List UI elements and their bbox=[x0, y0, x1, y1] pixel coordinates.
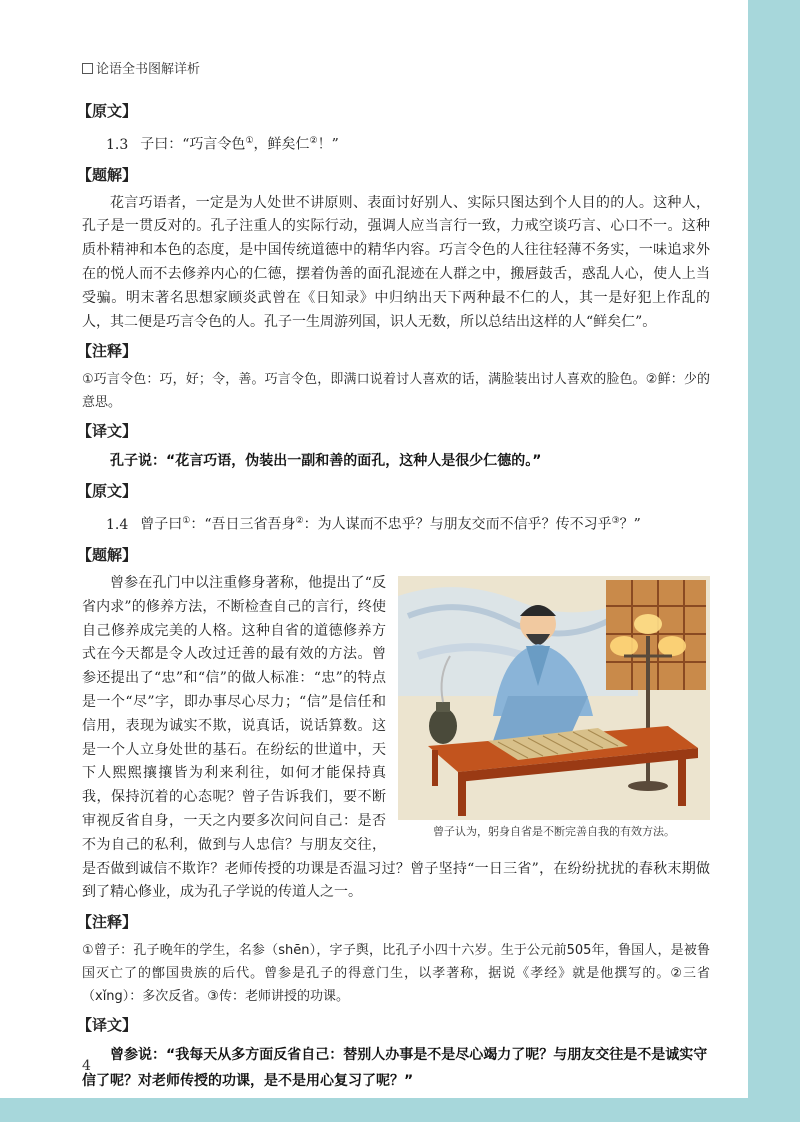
figure-caption: 曾子认为，躬身自省是不断完善自我的有效方法。 bbox=[433, 825, 675, 839]
verse-number: 1.4 bbox=[106, 517, 129, 534]
translation-paragraph: 孔子说：“花言巧语，伪装出一副和善的面孔，这种人是很少仁德的。” bbox=[110, 453, 542, 470]
zengzi-painting bbox=[398, 576, 710, 820]
section-heading-original: 【原文】 bbox=[77, 482, 138, 501]
footnote-marker: ② bbox=[295, 516, 304, 527]
translation-paragraph: 曾参说：“我每天从多方面反省自己：替别人办事是不是尽心竭力了呢？与朋友交往是不是诚实守信了呢？对老师传授的功课，是不是用心复习了呢？” bbox=[82, 1047, 708, 1090]
footnote-marker: ② bbox=[309, 136, 318, 146]
section-heading-interpretation: 【题解】 bbox=[77, 546, 138, 565]
section-heading-notes: 【注释】 bbox=[77, 342, 138, 361]
classic-text-part: ：为人谋而不忠乎？与朋友交而不信乎？传不习乎 bbox=[303, 517, 612, 534]
verse-number: 1.3 bbox=[106, 136, 129, 153]
classic-text-part: 子曰：“巧言令色 bbox=[140, 136, 246, 153]
interpretation-paragraph: 曾参在孔门中以注重修身著称，他提出了“反省内求”的修养方法，不断检查自己的言行，终使自己修养成完美的人格。这种自省的道德修养方式在今天都是令人改过迁善的最有效的方法。曾参还提出了“忠”和“信”的做人标准：“忠”的特点是一个“尽”字，即办事尽心尽力；“信”是信任和信用，表现为诚实不欺，说真话，说话算数。这是一个人立身处世的基石。在纷纭的世道中，天下人熙熙攘攘皆为利来利往，如何才能保持真我，保持沉着的心态呢？曾子告诉我们，要不断审视反省自身，一天之内要多次问问自己：是否不为自己的私利，做到与人忠信？与朋友交往，是否做到诚信不欺诈？老师传授的功课是否温习过？曾子坚持“一日三省”，在纷纷扰扰的春秋末期做到了精心修业，成为孔子学说的传道人之一。 bbox=[82, 575, 710, 901]
footnote-marker: ① bbox=[245, 136, 254, 146]
section-heading-interpretation: 【题解】 bbox=[77, 165, 138, 184]
running-title: 论语全书图解详析 bbox=[96, 62, 201, 77]
footnote-marker: ① bbox=[182, 516, 191, 527]
page-number: 4 bbox=[82, 1058, 91, 1074]
square-icon bbox=[82, 63, 93, 74]
classic-text-part: ？” bbox=[619, 517, 641, 534]
section-heading-translation: 【译文】 bbox=[77, 422, 138, 441]
classic-text-part: ，鲜矣仁 bbox=[253, 136, 310, 153]
notes-paragraph: ①曾子：孔子晚年的学生，名参（shēn），字子舆，比孔子小四十六岁。生于公元前505年，鲁国人，是被鲁国灭亡了的鄫国贵族的后代。曾参是孔子的得意门生，以孝著称，据说《孝经》就是他撰写的。②三省（xǐng）：多次反省。③传：老师讲授的功课。 bbox=[82, 943, 710, 1005]
section-heading-translation: 【译文】 bbox=[77, 1016, 138, 1035]
notes-paragraph: ①巧言令色：巧，好；令，善。巧言令色，即满口说着讨人喜欢的话，满脸装出讨人喜欢的脸色。②鲜：少的意思。 bbox=[82, 372, 710, 411]
interpretation-paragraph: 花言巧语者，一定是为人处世不讲原则、表面讨好别人、实际只图达到个人目的的人。这种人，孔子是一贯反对的。孔子注重人的实际行动，强调人应当言行一致，力戒空谈巧言、心口不一。这种质朴精神和本色的态度，是中国传统道德中的精华内容。巧言令色的人往往轻薄不务实，一味追求外在的悦人而不去修养内心的仁德，摆着伪善的面孔混迹在人群之中，搬唇鼓舌，惑乱人心，使人上当受骗。明末著名思想家顾炎武曾在《日知录》中归纳出天下两种最不仁的人，其一是好犯上作乱的人，其二便是巧言令色的人。孔子一生周游列国，识人无数，所以总结出这样的人“鲜矣仁”。 bbox=[82, 194, 710, 330]
illustration-block bbox=[398, 576, 710, 842]
classic-text-part: ！” bbox=[317, 136, 339, 153]
classic-text-1-4 bbox=[106, 508, 710, 538]
section-heading-notes: 【注释】 bbox=[77, 913, 138, 932]
classic-text-part: 曾子曰 bbox=[140, 517, 183, 534]
footnote-marker: ③ bbox=[611, 516, 620, 527]
running-header bbox=[82, 58, 200, 77]
classic-text-part: ：“吾日三省吾身 bbox=[190, 517, 296, 534]
zengzi-illustration bbox=[398, 576, 710, 820]
classic-text-1-3 bbox=[106, 128, 710, 158]
page-content bbox=[77, 94, 710, 1094]
section-heading-original: 【原文】 bbox=[77, 102, 138, 120]
